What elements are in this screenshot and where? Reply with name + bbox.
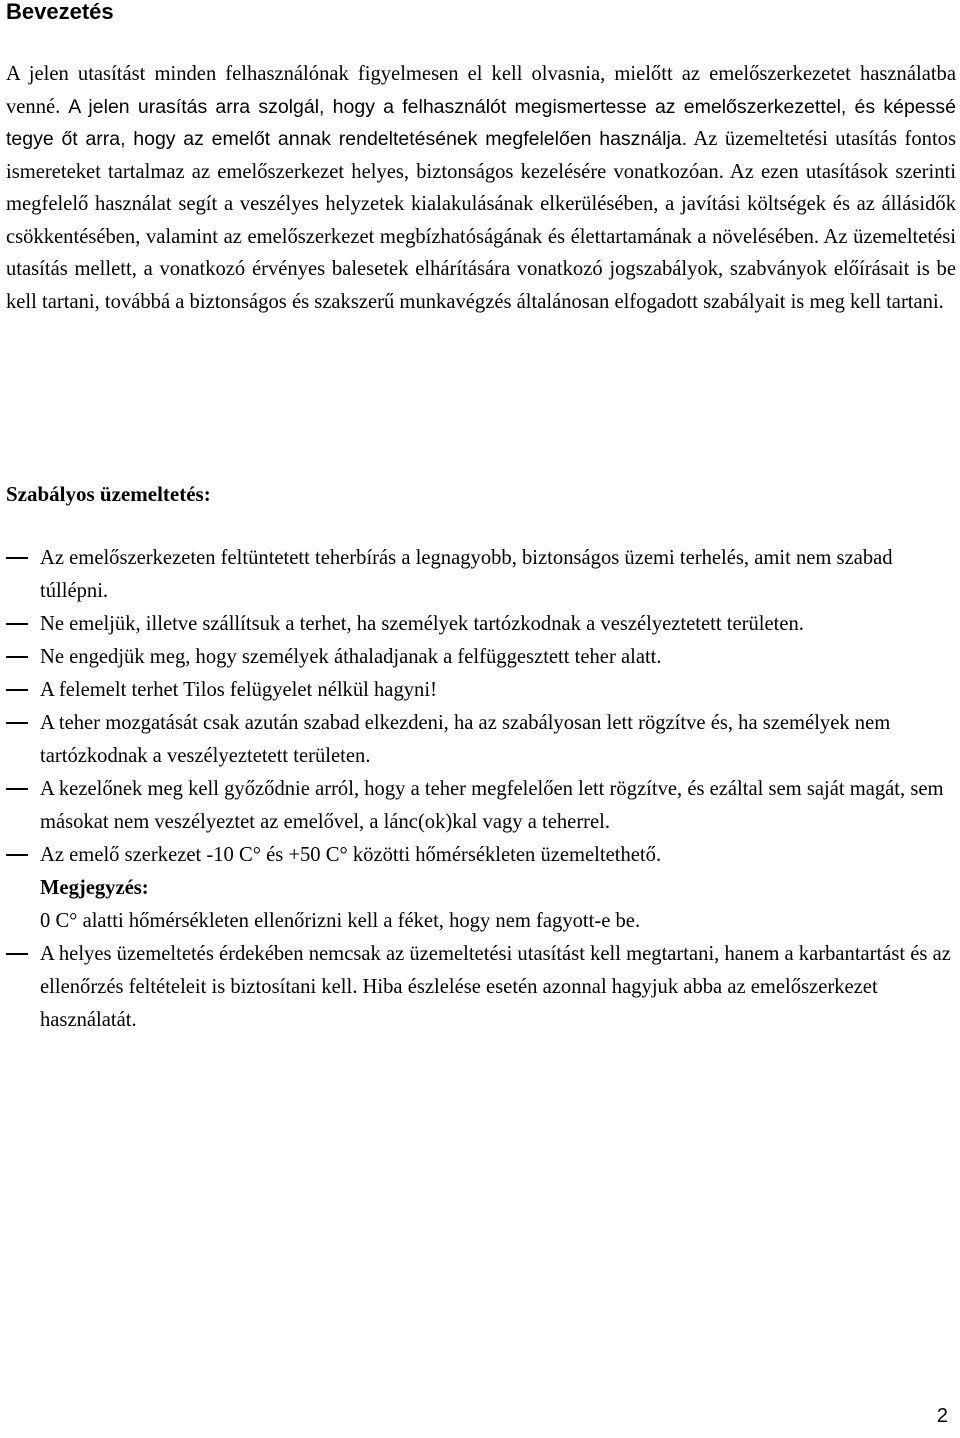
rule-item [0,608,960,641]
rule-item [0,773,960,839]
dash-bullet-icon [6,656,28,658]
rule-item [0,641,960,674]
note-body: 0 C° alatti hőmérsékleten ellenőrizni kell a féket, hogy nem fagyott-e be. [40,910,641,932]
dash-bullet-icon [6,623,28,625]
rule-item [0,542,960,608]
dash-bullet-icon [6,722,28,724]
intro-text-part3: Az üzemeltetési utasítás fontos ismereteket tartalmaz az emelőszerkezet helyes, biztonságos kezelésére vonatkozóan. Az ezen utasítások szerinti megfelelő használat segít a veszélyes helyzetek kialakulásának elkerülésében, a javítási költségek és az állásidők csökkentésében, valamint az emelőszerkezet megbízhatóságának és élettartamának a növelésében. Az üzemeltetési utasítás mellett, a vonatkozó érvényes balesetek elhárítására vonatkozó jogszabályok, szabványok előírásait is be kell tartani, továbbá a biztonságos és szakszerű munkavégzés általánosan elfogadott szabályait is meg kell tartani. [6,128,956,313]
rule-text: Az emelőszerkezeten feltüntetett teherbírás a legnagyobb, biztonságos üzemi terhelés, amit nem szabad túllépni. [40,547,893,602]
rule-item [0,839,960,938]
intro-heading: Bevezetés [6,0,114,24]
dash-bullet-icon [6,557,28,559]
rules-list [0,542,960,1037]
note-title: Megjegyzés: [40,877,149,899]
rule-text: Ne engedjük meg, hogy személyek áthaladjanak a felfüggesztett teher alatt. [40,646,662,668]
rules-heading: Szabályos üzemeltetés: [6,482,211,506]
dash-bullet-icon [6,689,28,691]
intro-text-part1: A jelen utasítást minden felhasználónak figyelmesen el kell olvasnia, mielőtt az emelőszerkezetet használatba venné. [6,63,956,118]
rule-item [0,674,960,707]
rule-text: A teher mozgatását csak azután szabad elkezdeni, ha az szabályosan lett rögzítve és, ha személyek nem tartózkodnak a veszélyeztetett területen. [40,712,891,767]
dash-bullet-icon [6,953,28,955]
rule-item [0,707,960,773]
rule-text: A helyes üzemeltetés érdekében nemcsak az üzemeltetési utasítást kell megtartani, hanem a karbantartást és az ellenőrzés feltételeit is biztosítani kell. Hiba észlelése esetén azonnal hagyjuk abba az emelőszerkezet használatát. [40,943,951,1031]
dash-bullet-icon [6,854,28,856]
rule-text: Ne emeljük, illetve szállítsuk a terhet, ha személyek tartózkodnak a veszélyeztetett területen. [40,613,804,635]
rule-text: A kezelőnek meg kell győződnie arról, hogy a teher megfelelően lett rögzítve, és ezáltal sem saját magát, sem másokat nem veszélyeztet az emelővel, a lánc(ok)kal vagy a teherrel. [40,778,944,833]
intro-paragraph [6,58,956,318]
intro-text-part2: A jelen urasítás arra szolgál, hogy a felhasználót megismertesse az emelőszerkezettel, és képessé tegye őt arra, hogy az emelőt annak rendeltetésének megfelelően használja. [6,95,956,150]
page-number: 2 [936,1405,948,1427]
dash-bullet-icon [6,788,28,790]
rule-text: A felemelt terhet Tilos felügyelet nélkül hagyni! [40,679,437,701]
rule-text: Az emelő szerkezet -10 C° és +50 C° közötti hőmérsékleten üzemeltethető. [40,844,662,866]
rule-item [0,938,960,1037]
